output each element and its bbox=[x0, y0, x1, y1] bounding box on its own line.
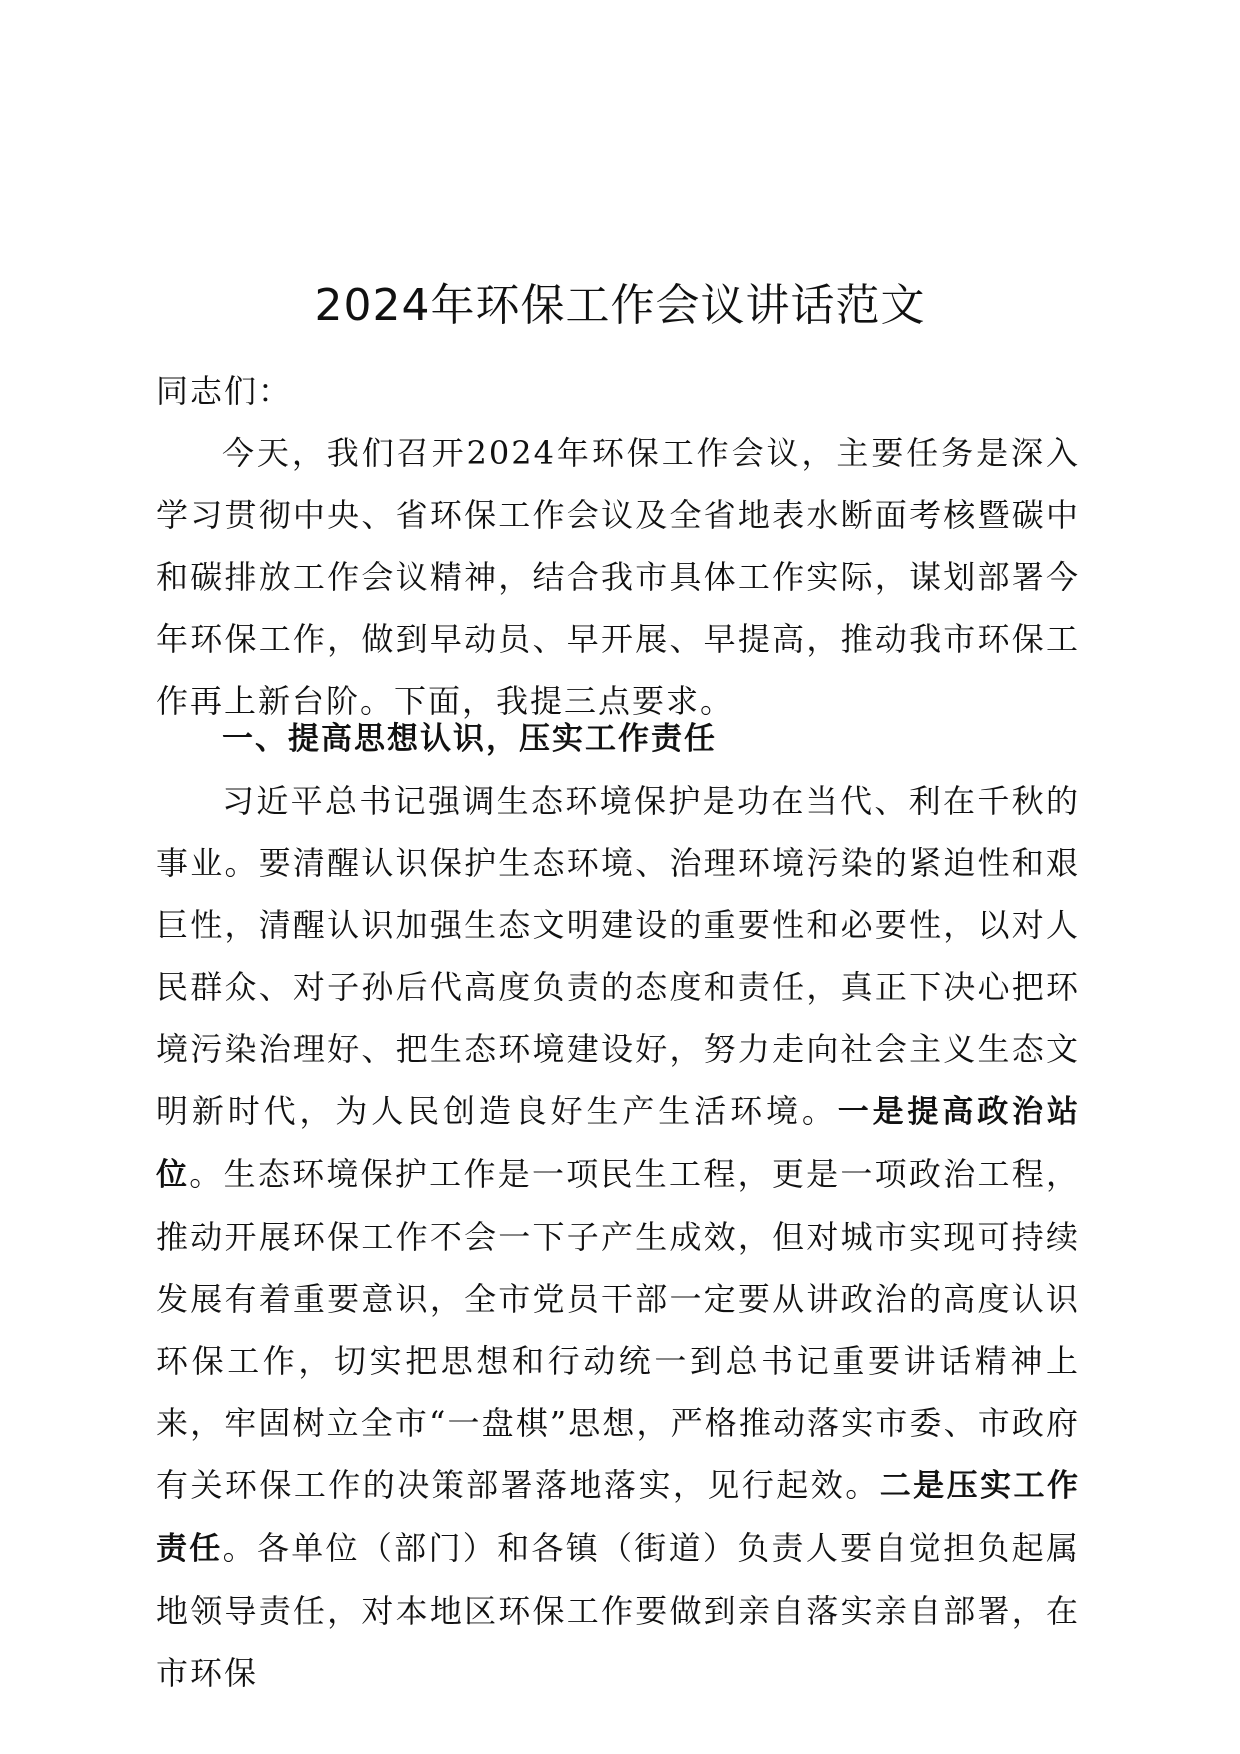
section-1-text-segment: 习近平总书记强调生态环境保护是功在当代、利在千秋的事业。要清醒认识保护生态环境、治理环境污染的紧迫性和艰巨性，清醒认识加强生态文明建设的重要性和必要性，以对人民群众、对子孙后代高度负责的态度和责任，真正下决心把环境污染治理好、把生态环境建设好，努力走向社会主义生态文明新时代，为人民创造良好生产生活环境。 bbox=[156, 782, 1080, 1130]
section-1-text-segment: 生态环境保护工作是一项民生工程，更是一项政治工程，推动开展环保工作不会一下子产生成效，但对城市实现可持续发展有着重要意识，全市党员干部一定要从讲政治的高度认识环保工作，切实把思想和行动统一到总书记重要讲话精神上来，牢固树立全市“一盘棋”思想，严格推动落实市委、市政府有关环保工作的决策部署落地落实，见行起效。 bbox=[156, 1155, 1080, 1504]
section-1-heading: 一、提高思想认识，压实工作责任 bbox=[222, 721, 717, 757]
document-title: 2024年环保工作会议讲话范文 bbox=[314, 280, 926, 331]
point-2-label: 二是压实工作责任 bbox=[156, 1468, 1080, 1567]
section-1-text-segment: 各单位（部门）和各镇（街道）负责人要自觉担负起属地领导责任，对本地区环保工作要做到亲自落实亲自部署，在市环保 bbox=[156, 1529, 1080, 1692]
salutation: 同志们： bbox=[156, 372, 293, 410]
point-1-label: 一是提高政治站位 bbox=[156, 1094, 1080, 1193]
section-1-paragraph bbox=[156, 770, 1080, 1704]
intro-paragraph: 今天，我们召开2024年环保工作会议，主要任务是深入学习贯彻中央、省环保工作会议及全省地表水断面考核暨碳中和碳排放工作会议精神，结合我市具体工作实际，谋划部署今年环保工作，做到早动员、早开展、早提高，推动我市环保工作再上新台阶。下面，我提三点要求。 bbox=[156, 434, 1080, 720]
point-1-punctuation: 。 bbox=[189, 1155, 224, 1193]
point-2-punctuation: 。 bbox=[222, 1529, 257, 1567]
